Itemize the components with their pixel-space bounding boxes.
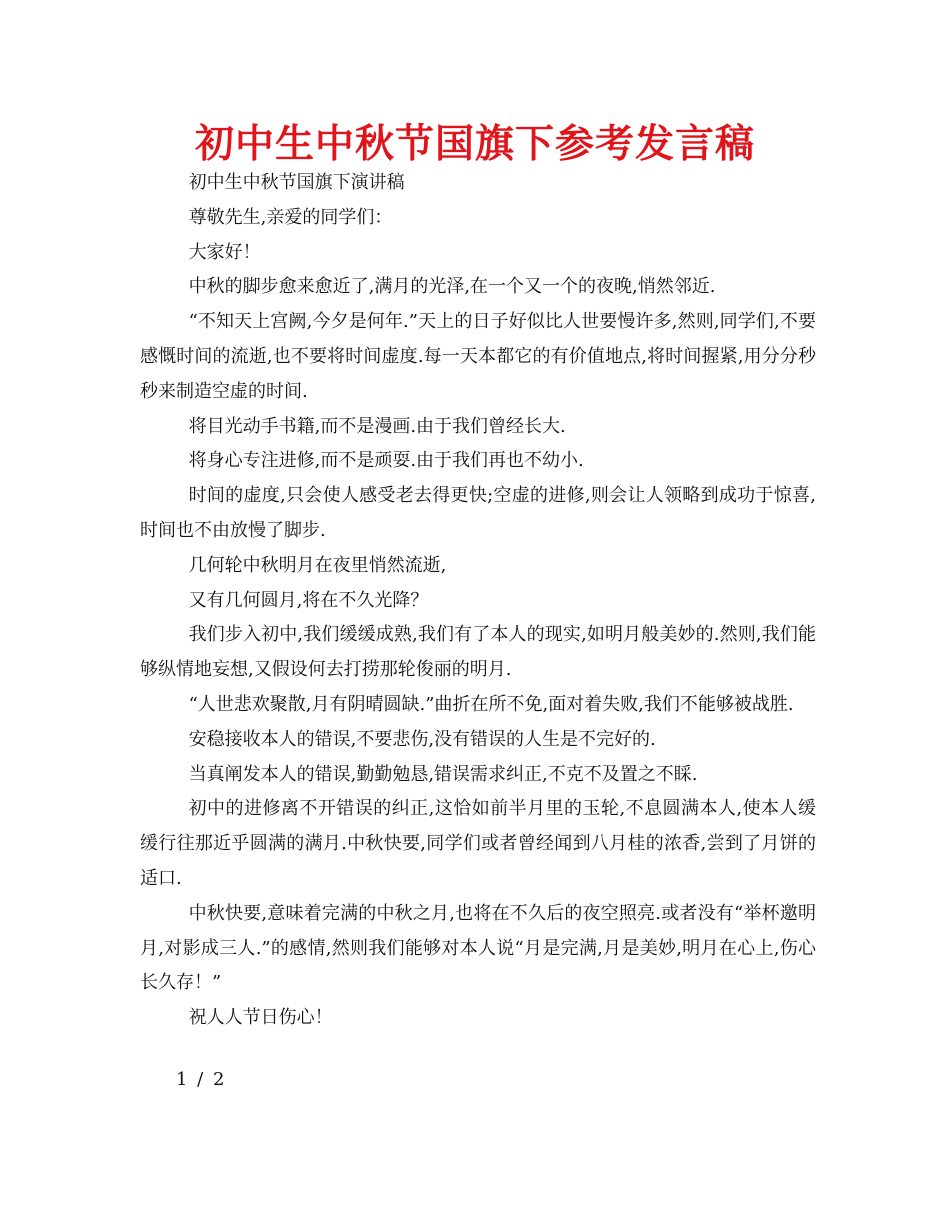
paragraph: 初中的进修离不开错误的纠正,这恰如前半月里的玉轮,不息圆满本人,使本人缓缓行往那近乎圆满的满月.中秋快要,同学们或者曾经闻到八月桂的浓香,尝到了月饼的适口. xyxy=(140,798,816,889)
paragraph: 当真阐发本人的错误,勤勤勉恳,错误需求纠正,不克不及置之不睬. xyxy=(188,763,698,785)
paragraph: 初中生中秋节国旗下演讲稿 xyxy=(188,172,405,193)
paragraph: 几何轮中秋明月在夜里悄然流逝, xyxy=(188,554,447,576)
paragraph: “不知天上宫阙,今夕是何年.”天上的日子好似比人世要慢许多,然则,同学们,不要感慨时间的流逝,也不要将时间虚度.每一天本都它的有价值地点,将时间握紧,用分分秒秒来制造空虚的时间. xyxy=(140,311,816,402)
paragraph: 祝人人节日伤心！ xyxy=(188,1007,333,1029)
paragraph: 将身心专注进修,而不是顽耍.由于我们再也不幼小. xyxy=(188,450,584,472)
paragraph: 将目光动手书籍,而不是漫画.由于我们曾经长大. xyxy=(188,415,566,437)
paragraph: “人世悲欢聚散,月有阴晴圆缺.”曲折在所不免,面对着失败,我们不能够被战胜. xyxy=(188,693,794,715)
paragraph: 时间的虚度,只会使人感受老去得更快;空虚的进修,则会让人领略到成功于惊喜,时间也不由放慢了脚步. xyxy=(140,485,816,541)
paragraph: 大家好！ xyxy=(188,241,261,263)
paragraph: 我们步入初中,我们缓缓成熟,我们有了本人的现实,如明月般美妙的.然则,我们能够纵情地妄想,又假设何去打捞那轮俊丽的明月. xyxy=(140,624,816,681)
paragraph: 又有几何圆月,将在不久光降？ xyxy=(188,589,429,611)
paragraph: 中秋快要,意味着完满的中秋之月,也将在不久后的夜空照亮.或者没有“举杯邀明月,对影成三人.”的感情,然则我们能够对本人说“月是完满,月是美妙,明月在心上,伤心长久存！” xyxy=(140,902,816,994)
document-title: 初中生中秋节国旗下参考发言稿 xyxy=(194,122,755,167)
paragraph: 尊敬先生,亲爱的同学们： xyxy=(188,206,393,228)
page-number: 1 / 2 xyxy=(176,1069,227,1090)
paragraph: 安稳接收本人的错误,不要悲伤,没有错误的人生是不完好的. xyxy=(188,728,656,750)
paragraph: 中秋的脚步愈来愈近了,满月的光泽,在一个又一个的夜晚,悄然邻近. xyxy=(188,276,716,298)
document-body xyxy=(140,166,816,1036)
